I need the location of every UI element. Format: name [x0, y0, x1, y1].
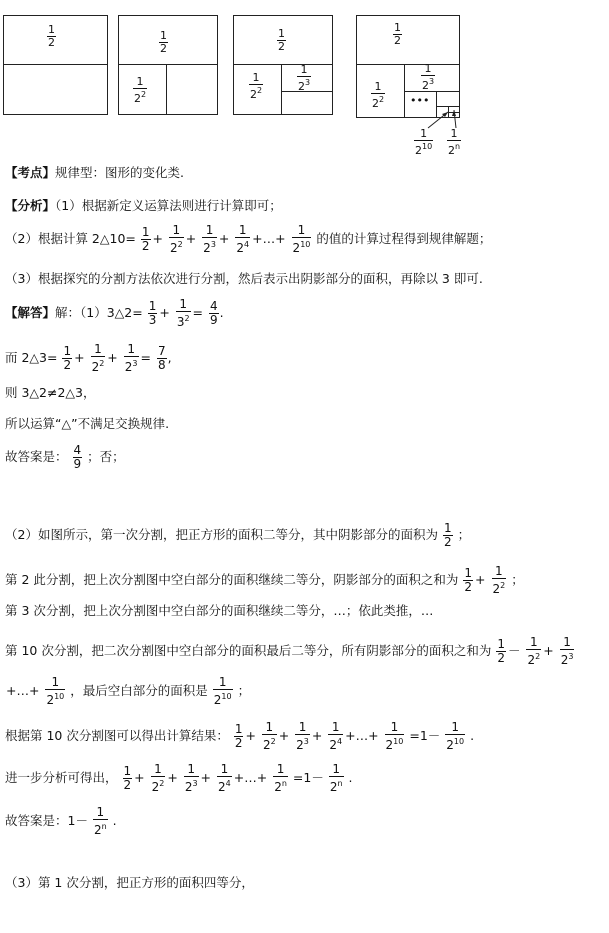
fraction: $\frac{1}{2^2}$: [527, 635, 541, 667]
jieda-line-2: 而 2△3= $\frac{1}{2}$ + $\frac{1}{2^2}$ + $\frac{1}{2^3}$ = $\frac{7}{8}$ ,: [5, 342, 172, 374]
fraction: $\frac{1}{2^4}$: [329, 720, 343, 752]
part2-l3: 第 3 次分割，把上次分割图中空白部分的面积继续二等分，…；依此类推，…: [5, 603, 434, 618]
fraction: $\frac{1}{2^n}$: [329, 762, 343, 794]
label-half: $\frac{1}{2}$: [48, 23, 55, 49]
jieda-line-4: [5, 414, 169, 434]
jieda-suoyi: 所以运算“△”不满足交换规律.: [5, 416, 170, 431]
fenxi-p3: （3）根据探究的分割方法依次进行分割，然后表示出阴影部分的面积，再除以 3 即可.: [5, 271, 483, 286]
fraction: $\frac{1}{2^{10}}$: [46, 675, 65, 707]
divider-line: [166, 64, 167, 115]
label-half: $\frac{1}{2}$: [160, 29, 167, 55]
fraction: $\frac{1}{2^{10}}$: [385, 720, 404, 752]
fraction: $\frac{1}{2^{10}}$: [213, 675, 232, 707]
fraction: $\frac{1}{2^2}$: [492, 564, 506, 596]
fraction: $\frac{1}{2}$: [443, 521, 452, 549]
label-1-over-2-pow-10: $\frac{1}{2^{10}}$: [415, 127, 433, 157]
fraction: $\frac{1}{2^3}$: [296, 720, 309, 752]
divider-line: [281, 64, 282, 115]
part2-line-8: [5, 806, 117, 837]
label-eighth: $\frac{1}{2^3}$: [298, 63, 311, 93]
jieda-ze: 则 3△2≠2△3，: [5, 385, 96, 400]
part2-l7-eq: =1－: [292, 770, 324, 785]
part2-line-7: 进一步分析可得出， $\frac{1}{2}$ + $\frac{1}{2^2}$ + $\frac{1}{2^3}$ + $\frac{1}{2^4}$ +…+ $\frac{1}{2^n}$ =1－ $\frac{1}{2^n}$ .: [5, 762, 353, 794]
jieda-line-3: [5, 383, 96, 403]
label-half: $\frac{1}{2}$: [278, 27, 285, 53]
fraction: $\frac{1}{2^2}$: [151, 762, 165, 794]
part2-line-3: [5, 601, 433, 621]
result-fraction: $\frac{4}{9}$: [210, 299, 218, 327]
fraction: $\frac{1}{2}$: [141, 225, 150, 253]
fraction: $\frac{1}{2^4}$: [218, 762, 231, 794]
fenxi-tag: 【分析】: [5, 198, 56, 213]
result-fraction: $\frac{7}{8}$: [157, 344, 166, 372]
kaodian-text: 规律型：图形的变化类.: [55, 165, 184, 180]
label-quarter: $\frac{1}{2^2}$: [250, 71, 263, 101]
jieda-tag: 【解答】: [5, 305, 56, 320]
fraction: $\frac{1}{2}$: [123, 764, 132, 792]
part2-l5-post: ；: [237, 683, 251, 698]
label-quarter: $\frac{1}{2^2}$: [372, 80, 385, 110]
fraction: $\frac{1}{2^2}$: [91, 342, 105, 374]
fenxi-line-2: （2）根据计算 2△10= $\frac{1}{2}$ + $\frac{1}{2^2}$ + $\frac{1}{2^3}$ + $\frac{1}{2^4}$ +…+ $\frac{1}{2^{10}}$ 的值的计算过程得到规律解题；: [5, 223, 492, 255]
part2-l7-pre: 进一步分析可得出，: [5, 770, 118, 785]
jieda-line-1: 【解答】解：（1）3△2= $\frac{1}{3}$ + $\frac{1}{3^2}$ = $\frac{4}{9}$ .: [5, 297, 224, 329]
part2-line-2: 第 2 此分割，把上次分割图中空白部分的面积继续二等分，阴影部分的面积之和为 $\frac{1}{2}$ + $\frac{1}{2^2}$ ；: [5, 564, 524, 596]
part2-l8-pre: 故答案是：1－: [5, 813, 88, 828]
fenxi-p2-pre: （2）根据计算 2△10=: [5, 231, 136, 246]
part2-line-4: 第 10 次分割，把二次分割图中空白部分的面积最后二等分，所有阴影部分的面积之和为 $\frac{1}{2}$ － $\frac{1}{2^2}$ + $\frac{1}{2^3}$: [5, 635, 574, 667]
fraction: $\frac{1}{2^3}$: [124, 342, 138, 374]
jieda-line-5: [5, 444, 125, 471]
divider-line: [118, 64, 218, 65]
part2-l2-post: ；: [511, 572, 524, 587]
fraction: $\frac{1}{2^n}$: [93, 805, 107, 837]
fraction: $\frac{1}{2^3}$: [184, 762, 198, 794]
label-1-over-2-pow-n: $\frac{1}{2^n}$: [448, 127, 461, 157]
part2-l1-pre: （2）如图所示，第一次分割，把正方形的面积二等分，其中阴影部分的面积为: [5, 527, 438, 542]
fraction: $\frac{1}{2^{10}}$: [446, 720, 465, 752]
jieda-lead: 解：（1）3△2=: [55, 305, 143, 320]
fenxi-line-3: [5, 269, 483, 289]
fraction: $\frac{1}{2}$: [63, 344, 72, 372]
label-half: $\frac{1}{2}$: [394, 21, 401, 47]
part2-line-6: 根据第 10 次分割图可以得出计算结果： $\frac{1}{2}$ + $\frac{1}{2^2}$ + $\frac{1}{2^3}$ + $\frac{1}{2^4}$ +…+ $\frac{1}{2^{10}}$ =1－ $\frac{1}{2^{10}}$ .: [5, 720, 475, 752]
divider-line: [233, 64, 333, 65]
fraction: $\frac{1}{2^2}$: [169, 223, 183, 255]
part2-line-1: [5, 522, 470, 549]
answer-fraction: $\frac{4}{9}$: [73, 443, 82, 471]
divider-line: [3, 64, 108, 65]
kaodian-line: [5, 163, 184, 183]
fenxi-p1: （1）根据新定义运算法则进行计算即可；: [55, 198, 282, 213]
part2-l6-pre: 根据第 10 次分割图可以得出计算结果：: [5, 728, 229, 743]
fraction: $\frac{1}{2^n}$: [274, 762, 287, 794]
part2-l2-pre: 第 2 此分割，把上次分割图中空白部分的面积继续二等分，阴影部分的面积之和为: [5, 572, 459, 587]
part2-l7-post: .: [348, 770, 353, 785]
division-figure: [0, 0, 609, 160]
divider-line: [356, 64, 460, 65]
fraction: $\frac{1}{2^3}$: [560, 635, 574, 667]
answer-post: ；否；: [87, 449, 125, 464]
part2-l6-eq: =1－: [409, 728, 441, 743]
fraction: $\frac{1}{2}$: [464, 566, 473, 594]
label-eighth: $\frac{1}{2^3}$: [422, 62, 435, 92]
part2-l1-post: ；: [457, 527, 471, 542]
kaodian-tag: 【考点】: [5, 165, 56, 180]
fraction: $\frac{1}{2}$: [497, 637, 505, 665]
answer-pre: 故答案是：: [5, 449, 68, 464]
part3-line-1: [5, 873, 254, 893]
fraction: $\frac{1}{3}$: [148, 299, 157, 327]
part2-l8-post: .: [112, 813, 117, 828]
fenxi-p2-post: 的值的计算过程得到规律解题；: [316, 231, 492, 246]
fraction: $\frac{1}{2^2}$: [262, 720, 276, 752]
fraction: $\frac{1}{3^2}$: [176, 297, 190, 329]
jieda-er-pre: 而 2△3=: [5, 350, 58, 365]
fraction: $\frac{1}{2^4}$: [236, 223, 250, 255]
part2-line-5: +…+ $\frac{1}{2^{10}}$ ，最后空白部分的面积是 $\frac{1}{2^{10}}$ ；: [6, 675, 251, 707]
fraction: $\frac{1}{2^3}$: [203, 223, 216, 255]
part3-l1: （3）第 1 次分割，把正方形的面积四等分，: [5, 875, 254, 890]
label-quarter: $\frac{1}{2^2}$: [134, 75, 147, 105]
part2-l6-post: .: [470, 728, 475, 743]
part2-l5-mid: ，最后空白部分的面积是: [70, 683, 208, 698]
ellipsis-dots: •••: [410, 94, 430, 107]
fraction: $\frac{1}{2^{10}}$: [292, 223, 311, 255]
part2-l4-pre: 第 10 次分割，把二次分割图中空白部分的面积最后二等分，所有阴影部分的面积之和为: [5, 643, 492, 658]
fenxi-line-1: [5, 196, 282, 216]
fraction: $\frac{1}{2}$: [234, 722, 243, 750]
